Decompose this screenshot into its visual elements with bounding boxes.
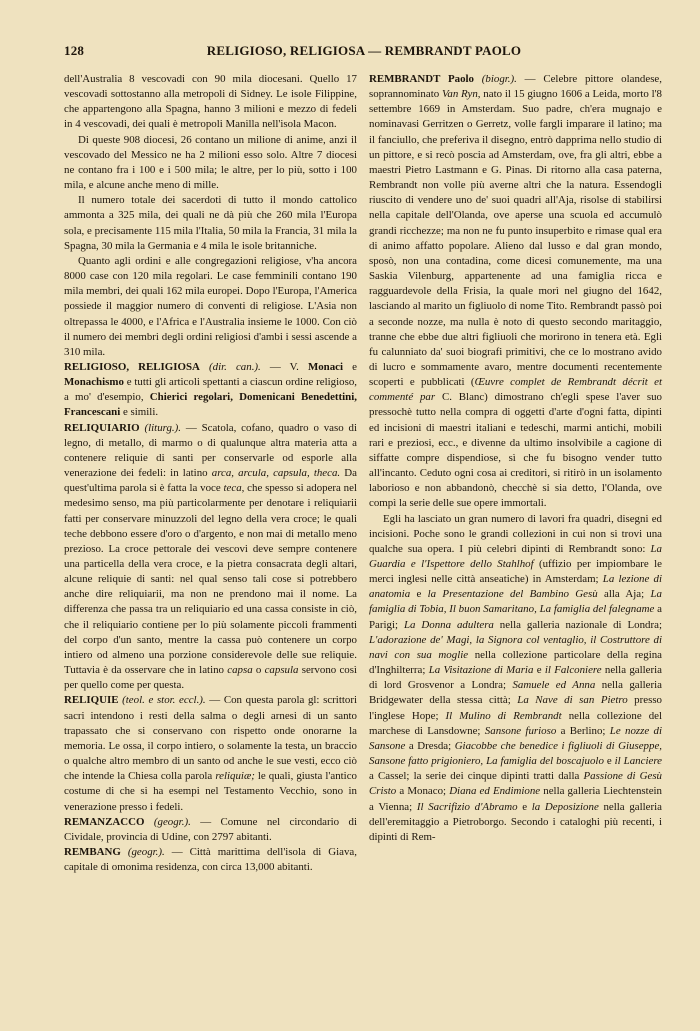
- entry-rembang: REMBANG (geogr.). — Città marittima dell'isola di Giava, capitale di omonima residenza, con circa 13,000 abitanti.: [64, 845, 357, 874]
- entry-headword: RELIGIOSO, RELIGIOSA: [64, 360, 200, 373]
- right-column: [369, 72, 662, 845]
- entry-tag: (biogr.).: [481, 73, 517, 85]
- entry-remanzacco: REMANZACCO (geogr.). — Comune nel circondario di Cividale, provincia di Udine, con 2797 abitanti.: [64, 815, 357, 843]
- entry-tag: (liturg.).: [144, 421, 182, 434]
- entry-rembrandt: REMBRANDT Paolo (biogr.). — Celebre pittore olandese, soprannominato Van Ryn, nato il 15 giugno 1606 a Leida, morto l'8 settembre 1669 in Amsterdam. Suo padre, ch'era mugnajo e nominavasi Gerritzen o Gerretz, volle fargli imparare il latino; ma il fanciullo, che preferiva il disegno, entrò dapprima nello studio di un pittore, e si recò poscia ad Amsterdam, ove, fra gli altri, ebbe a maestri Pietro Lastmann e G. Pinas. Di ritorno alla casa paterna, Rembrandt non volle più averne altri che la natura. Essendogli riuscito di vendere uno de' suoi quadri all'Aja, risolse di stabilirsi nella capitale dell'Olanda, ove aperse una scuola ed accumulò grandi ricchezze; ma non ne fu punto insuperbito e rimase qual era di animo affatto popolare. Alieno dal lusso e dal gran mondo, sposò, non una contadina, come dicesi comunemente, ma una Saskia Vilenburg, appartenente ad una famiglia ricca e ragguardevole della Frisia, la quale morì nel giugno del 1642, lasciando al marito un figliuolo di nome Tito. Rembrandt passò poi a seconde nozze, ma nulla è noto di questo secondo maritaggio, tranne che ebbe due altri figliuoli che morirono in tenera età. Egli fu calunniato da' suoi biografi primitivi, che ce lo mostrano avido di lucro e sommamente avaro, mentre documenti recentemente scoperti e pubblicati (Œuvre complet de Rembrandt décrit et commenté par C. Blanc) dimostrano ch'egli spese l'aver suo pressochè tutto nella compra di oggetti d'arte d'ogni fatta, dipinti ed incisioni di maestri italiani e tedeschi, marmi antichi, mobili rari e preziosi, ecc., e divenne da ultimo insolvibile a cagione di siffatte compre dispendiose, sì che fu bisogno vender tutto all'incanto. Ceduto ogni cosa ai creditori, si ritirò in un isolamento laborioso e non abbandonò, checchè si sia detto, l'Olanda, ove compì la serie delle sue opere immortali.: [369, 73, 663, 510]
- paragraph: Quanto agli ordini e alle congregazioni religiose, v'ha ancora 8000 case con 120 mila regolari. Le case femminili contano 190 mila membri, dei quali 162 mila europei. Dopo l'Europa, l'America possiede il maggior numero di conventi di religiose. L'Asia non oltrepassa le 4000, e l'Africa e l'Australia insieme le 1000. Con ciò il numero dei membri degli ordini religiosi d'ambi i sessi ascende a 310 mila.: [64, 254, 357, 358]
- left-column: [64, 72, 357, 875]
- entry-tag: (dir. can.).: [209, 360, 261, 373]
- entry-headword: REMANZACCO: [64, 815, 145, 828]
- entry-tag: (geogr.).: [127, 845, 165, 858]
- entry-reliquie: RELIQUIE (teol. e stor. eccl.). — Con questa parola gl: scrittori sacri intendono i resti della salma o degli arnesi di un santo trapassato che si conservano con rispetto onde onorarne la memoria. Le ossa, il corpo intiero, o solamente la testa, un braccio o qualche altro membro di un santo od anche le sue vesti, ecco ciò che intende la Chiesa colla parola reliquiæ; le quali, giusta l'antico costume di che si ha esempi nel Testamento Vecchio, sono in venerazione presso i fedeli.: [64, 694, 357, 813]
- entry-tag: (teol. e stor. eccl.).: [122, 694, 206, 707]
- entry-headword: RELIQUIE: [64, 694, 119, 707]
- paragraph: Il numero totale dei sacerdoti di tutto il mondo cattolico ammonta a 325 mila, dei quali ne dà più che 260 mila l'Europa sola, e precisamente 115 mila l'Italia, 50 mila la Francia, 31 mila la Spagna, 30 mila la Germania e 4 mila le isole britanniche.: [64, 194, 357, 252]
- entry-headword: RELIQUIARIO: [64, 421, 140, 434]
- running-header: [64, 41, 664, 63]
- entry-tag: (geogr.).: [153, 815, 191, 828]
- running-title: RELIGIOSO, RELIGIOSA — REMBRANDT PAOLO: [206, 43, 522, 58]
- paragraph: Egli ha lasciato un gran numero di lavori fra quadri, disegni ed incisioni. Poche sono le grandi collezioni in cui non si trovi una qualche sua opera. I più celebri dipinti di Rembrandt sono: La Guardia e l'Ispettore dello Stahlhof (uffizio per impiombare le merci inglesi nelle città anseatiche) in Amsterdam; La lezione di anatomia e la Presentazione del Bambino Gesù alla Aja; La famiglia di Tobia, Il buon Samaritano, La famiglia del falegname a Parigi; La Donna adultera nella galleria nazionale di Londra; L'adorazione de' Magi, la Signora col ventaglio, il Costruttore di navi con sua moglie nella collezione particolare della regina d'Inghilterra; La Visitazione di Maria e il Falconiere nella galleria di lord Grosvenor a Londra; Samuele ed Anna nella galleria Bridgewater della stessa città; La Nave di san Pietro presso l'inglese Hope; Il Mulino di Rembrandt nella collezione del marchese di Lansdowne; Sansone furioso a Berlino; Le nozze di Sansone a Dresda; Giacobbe che benedice i figliuoli di Giuseppe, Sansone fatto prigioniero, La famiglia del boscajuolo e il Lanciere a Cassel; la serie dei cinque dipinti tratti dalla Passione di Gesù Cristo a Monaco; Diana ed Endimione nella galleria Liechtenstein a Vienna; Il Sacrifizio d'Abramo e la Deposizione nella galleria dell'eremitaggio a Pietroborgo. Secondo i cataloghi più recenti, i dipinti di Rem-: [369, 512, 663, 843]
- entry-reliquiario: RELIQUIARIO (liturg.). — Scatola, cofano, quadro o vaso di legno, di metallo, di marmo o di qualunque altra materia atta a contenere reliquie di santi per conservarle od esporle alla venerazione dei fedeli: in latino arca, arcula, capsula, theca. Da quest'ultima parola si è fatta la voce teca, che spesso si adopera nel medesimo senso, ma più particolarmente per denotare i reliquiarii fatti per conservare minuzzoli del legno della vera croce; le quali teche debbono essere d'oro o d'argento, e non mai di metallo meno prezioso. La croce pettorale dei vescovi deve sempre contenere una particella della vera croce, e la pietra consacrata degli altari, alcune reliquie di santi: nel qual senso tali cose si potrebbero anche dire reliquiarii, ma non ne prendono mai il nome. La differenza che passa tra un reliquiario ed una cassa consiste in ciò, che il reliquiario contiene per lo più solamente piccoli frammenti del corpo d'un santo, mentre la cassa può contenere un corpo intiero od almeno una porzione considerevole delle sue reliquie. Tuttavia è da osservare che in latino capsa o capsula servono così per quello come per questa.: [64, 421, 357, 692]
- entry-religioso: RELIGIOSO, RELIGIOSA (dir. can.). — V. Monaci e Monachismo e tutti gli articoli spettanti a ciascun ordine religioso, a mo' d'esempio, Chierici regolari, Domenicani Benedettini, Francescani e simili.: [64, 360, 357, 419]
- entry-headword: REMBANG: [64, 845, 121, 858]
- paragraph: Di queste 908 diocesi, 26 contano un milione di anime, anzi il vescovado del Messico ne ha 2 milioni esso solo. Altre 7 diocesi ne contano fra i 100 e i 500 mila; le altre, per lo più, sotto i 100 mila, e alcune anche meno di mille.: [64, 133, 357, 192]
- entry-headword: REMBRANDT Paolo: [369, 73, 474, 85]
- paragraph: dell'Australia 8 vescovadi con 90 mila diocesani. Quello 17 vescovadi sottostanno alla metropoli di Sidney. Le isole Filippine, che appartengono alla Spagna, hanno 3 milioni e mezzo di fedeli in 4 vescovadi, dei quali è metropoli Manilla nell'isola Macon.: [64, 73, 357, 131]
- page-number: 128: [64, 43, 85, 58]
